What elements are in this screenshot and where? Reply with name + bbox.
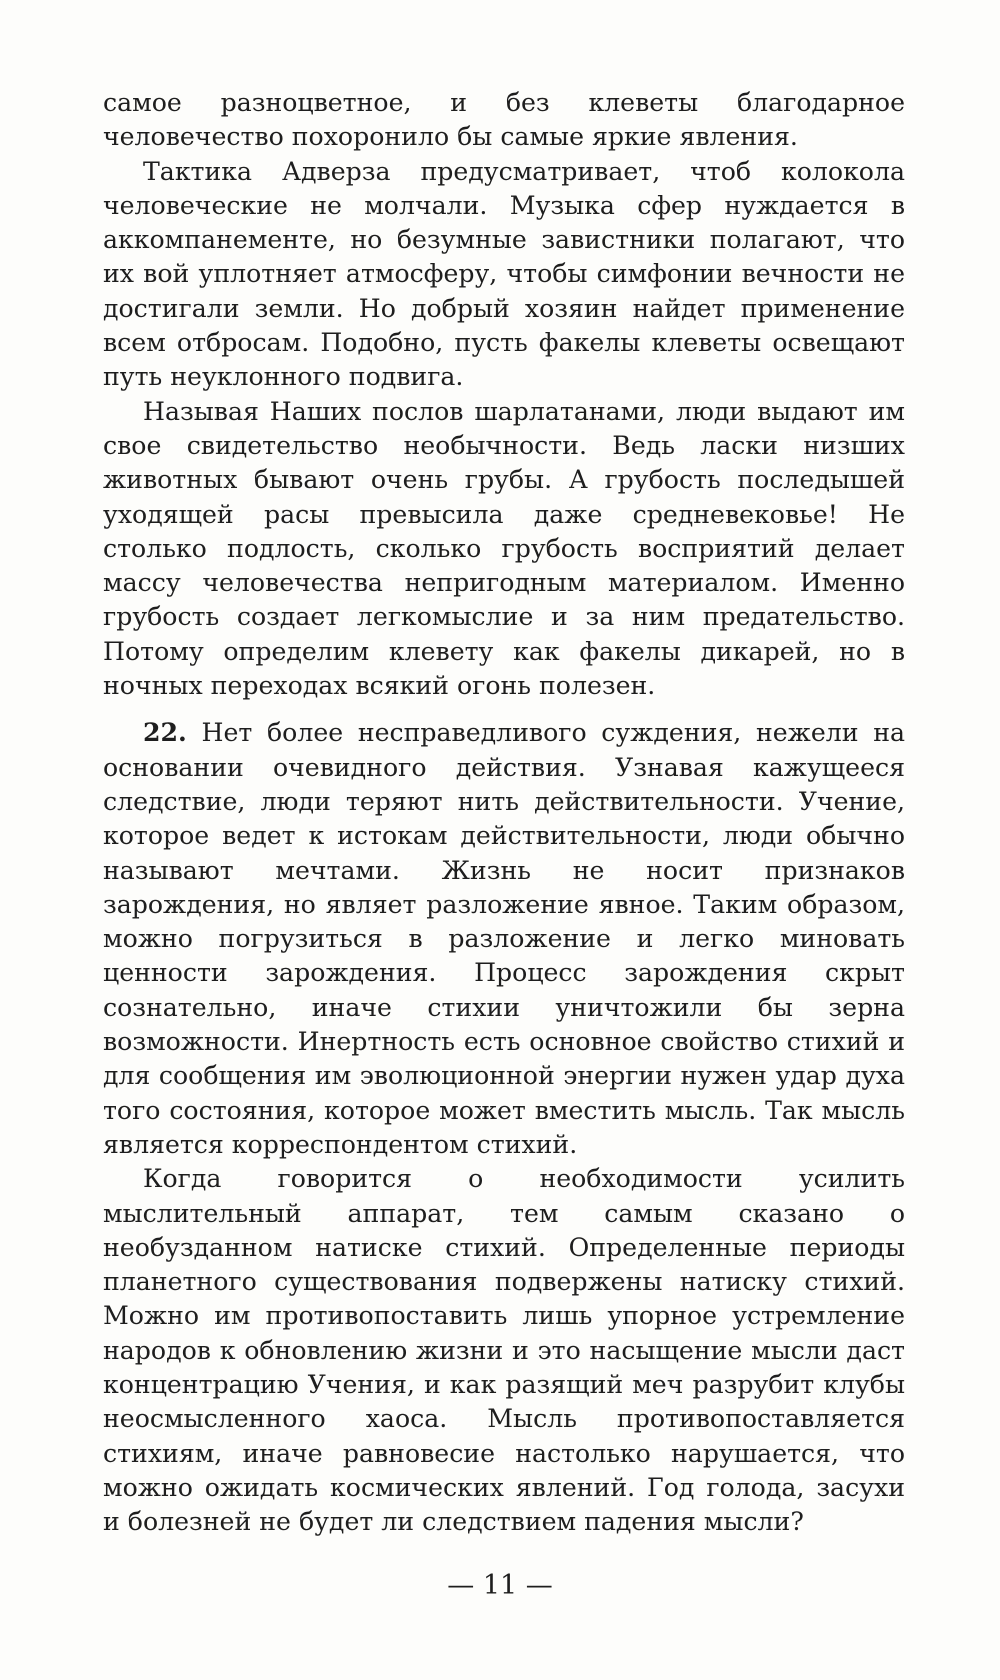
section-22-text: Нет более несправедливого суждения, нежели на основании очевидного действия. Узнавая кажущееся следствие, люди теряют нить действительности. Учение, которое ведет к истокам действительности, люди обычно называют мечтами. Жизнь не носит признаков зарождения, но являет разложение явное. Таким образом, можно погрузиться в разложение и легко миновать ценности зарождения. Процесс зарождения скрыт сознательно, иначе стихии уничтожили бы зерна возможности. Инертность есть основное свойство стихий и для сообщения им эволюционной энергии нужен удар духа того состояния, которое может вместить мысль. Так мысль является корреспондентом стихий. xyxy=(103,718,905,1159)
paragraph-continued: самое разноцветное, и без клеветы благодарное человечество похоронило бы самые яркие явления. xyxy=(103,88,905,152)
paragraph-adverz-tactics: Тактика Адверза предусматривает, чтоб колокола человеческие не молчали. Музыка сфер нуждается в аккомпанементе, но безумные завистники полагают, что их вой уплотняет атмосферу, чтобы симфонии вечности не достигали земли. Но добрый хозяин найдет применение всем отбросам. Подобно, пусть факелы клеветы освещают путь неуклонного подвига. xyxy=(103,156,905,392)
body-text xyxy=(103,86,905,1539)
paragraph-thought-apparatus: Когда говорится о необходимости усилить мыслительный аппарат, тем самым сказано о необузданном натиске стихий. Определенные периоды планетного существования подвержены натиску стихий. Можно им противопоставить лишь упорное устремление народов к обновлению жизни и это насыщение мысли даст концентрацию Учения, и как разящий меч разрубит клубы неосмысленного хаоса. Мысль противопоставляется стихиям, иначе равновесие настолько нарушается, что можно ожидать космических явлений. Год голода, засухи и болезней не будет ли следствием падения мысли? xyxy=(103,1164,905,1537)
section-number: 22. xyxy=(143,717,187,748)
page-number: — 11 — xyxy=(447,1570,553,1601)
section-22-paragraph xyxy=(103,715,905,1162)
paragraph-messengers: Называя Наших послов шарлатанами, люди выдают им свое свидетельство необычности. Ведь ласки низших животных бывают очень грубы. А грубость последышей уходящей расы превысила даже средневековье! Не столько подлость, сколько грубость восприятий делает массу человечества непригодным материалом. Именно грубость создает легкомыслие и за ним предательство. Потому определим клевету как факелы дикарей, но в ночных переходах всякий огонь полезен. xyxy=(103,396,905,701)
